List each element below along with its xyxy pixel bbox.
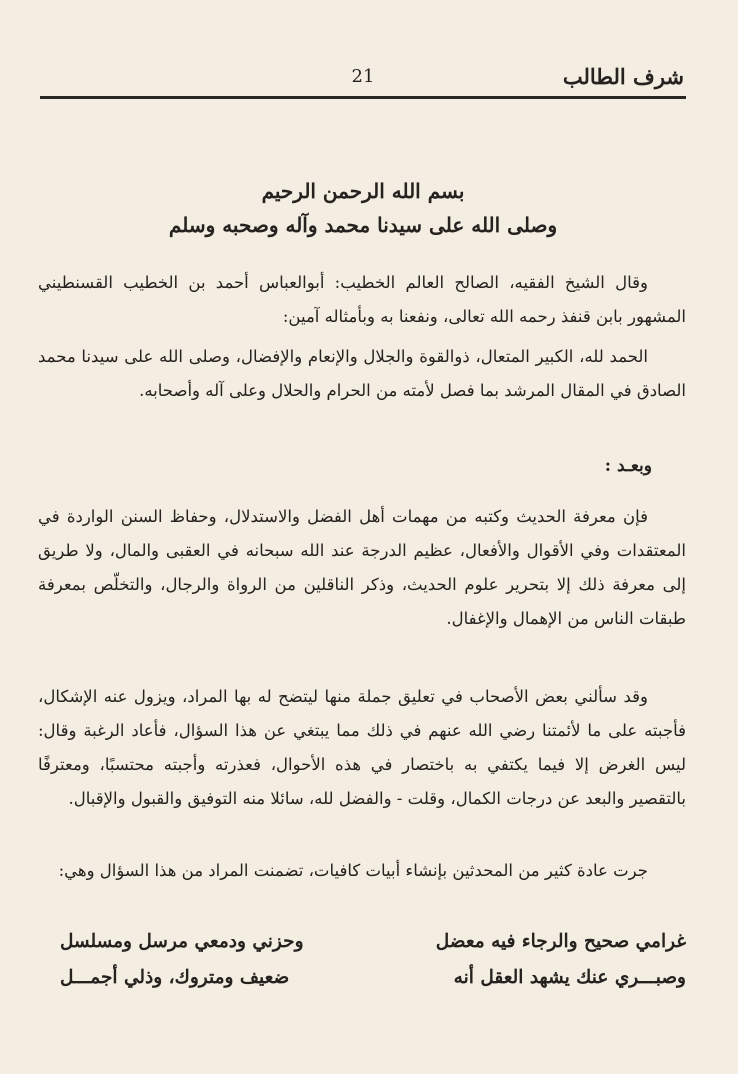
request-paragraph: وقد سألني بعض الأصحاب في تعليق جملة منها ليتضح له بها المراد، ويزول عنه الإشكال، فأجبته على ما لأئمتنا رضي الله عنهم في ذلك مما يبتغي عن هذا السؤال، فأعاد الرغبة وقال: ليس الغرض إلا فيما يكتفي به باختصار في هذه الأحوال، فعذرته وأجبته محتسبًا، ومعترفًا بالتقصير والبعد عن درجات الكمال، وقلت - والفضل لله، سائلا منه التوفيق والقبول والإقبال. — [38, 687, 686, 808]
verse-first-hemistich: غرامي صحيح والرجاء فيه معضل — [435, 931, 686, 952]
verse-second-hemistich: ضعيف ومتروك، وذلي أجمـــل — [60, 967, 290, 988]
verse-line — [60, 924, 686, 960]
basmala-line: بسم الله الرحمن الرحيم — [261, 179, 465, 203]
verse-first-hemistich: وصبـــري عنك يشهد العقل أنه — [453, 967, 686, 988]
after-heading: وبعـد : — [604, 456, 652, 476]
verse-line — [60, 960, 686, 996]
intro-paragraph: وقال الشيخ الفقيه، الصالح العالم الخطيب: أبوالعباس أحمد بن الخطيب القسنطيني المشهور بابن قنفذ رحمه الله تعالى، ونفعنا به وبأمثاله آمين: — [38, 273, 686, 326]
running-title: شرف الطالب — [562, 64, 684, 89]
verse-second-hemistich: وحزني ودمعي مرسل ومسلسل — [60, 931, 304, 952]
hadith-paragraph: فإن معرفة الحديث وكتبه من مهمات أهل الفضل والاستدلال، وحفاظ السنن الواردة في المعتقدات وفي الأقوال والأفعال، عظيم الدرجة عند الله سبحانه في العقبى والمال، ولا طريق إلى معرفة ذلك إلا بتحرير علوم الحديث، وذكر الناقلين من الرواة والرجال، والتخلّص بمعرفة طبقات الناس من الإهمال والإغفال. — [38, 507, 686, 628]
page-header — [40, 62, 686, 96]
basmala-block — [40, 174, 686, 242]
custom-paragraph: جرت عادة كثير من المحدثين بإنشاء أبيات كافيات، تضمنت المراد من هذا السؤال وهي: — [58, 861, 648, 880]
header-rule — [40, 96, 686, 99]
salawat-line: وصلى الله على سيدنا محمد وآله وصحبه وسلم — [168, 213, 558, 237]
page-number: 21 — [351, 66, 375, 87]
poem-verses — [60, 924, 686, 996]
praise-paragraph: الحمد لله، الكبير المتعال، ذوالقوة والجلال والإنعام والإفضال، وصلى الله على سيدنا محمد الصادق في المقال المرشد بما فصل لأمته من الحرام والحلال وعلى آله وأصحابه. — [38, 347, 686, 400]
